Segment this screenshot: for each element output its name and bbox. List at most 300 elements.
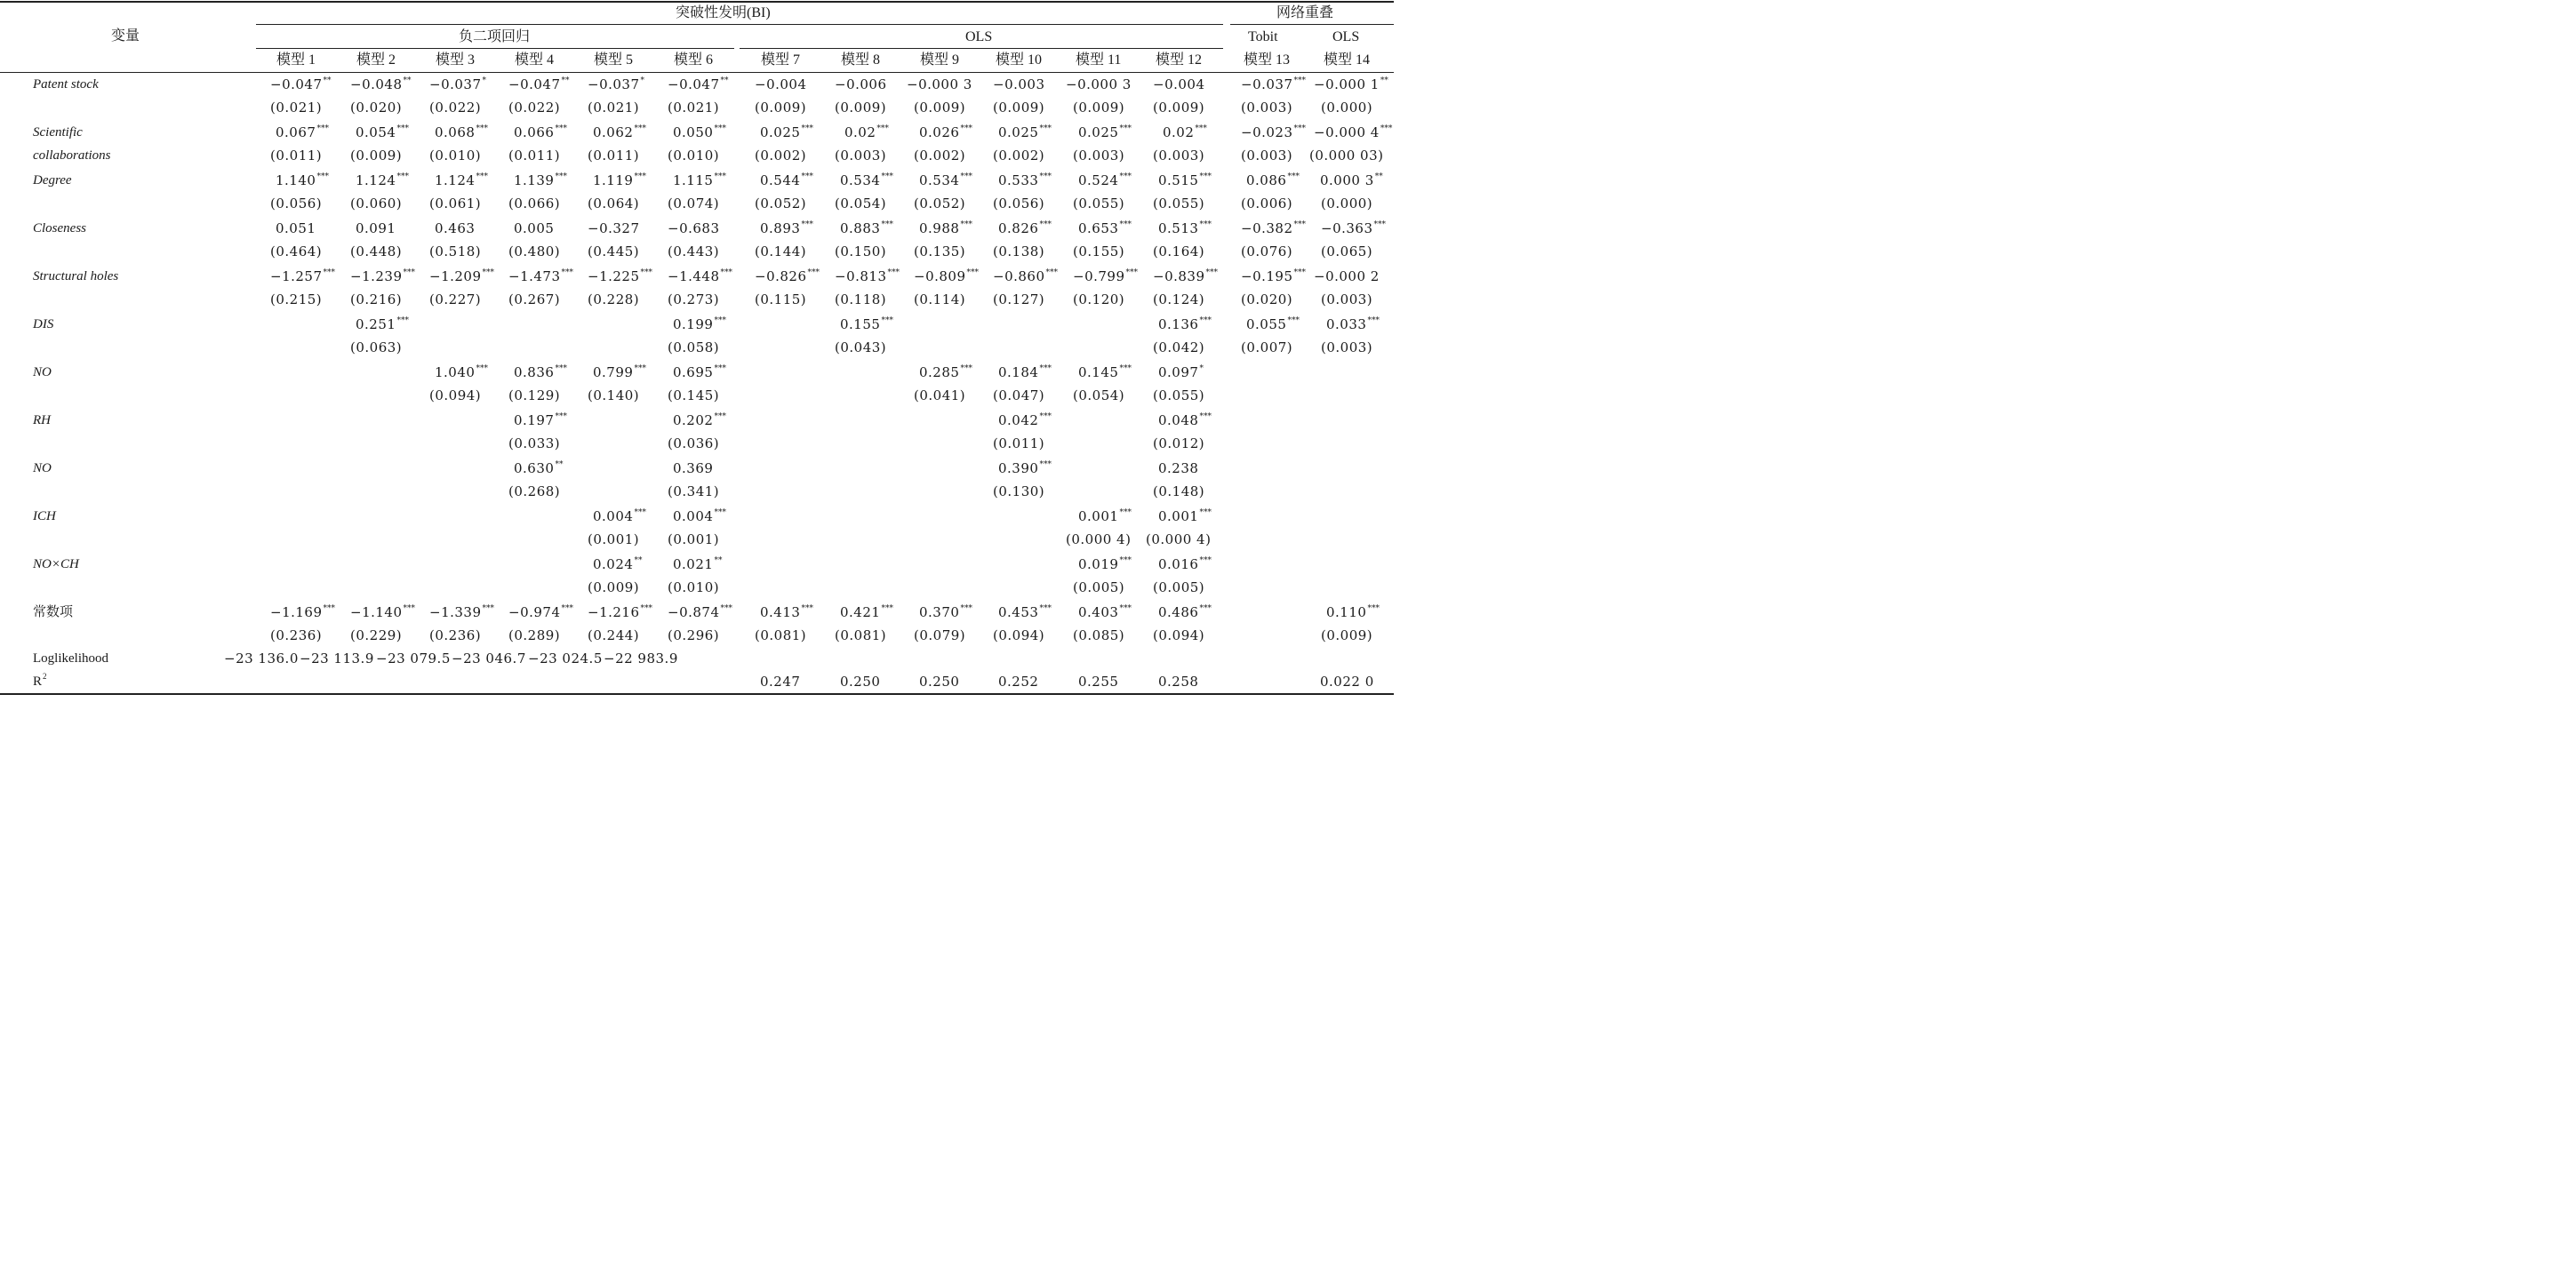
significance-stars: *** <box>714 124 726 133</box>
standard-error-cell: (0.061) <box>429 196 482 212</box>
significance-stars: *** <box>801 124 813 133</box>
standard-error-cell: (0.148) <box>1153 483 1205 499</box>
significance-stars: *** <box>555 124 567 133</box>
standard-error-cell: (0.000 4) <box>1146 531 1212 547</box>
standard-error-cell: (0.007) <box>1241 339 1293 355</box>
coefficient-cell: 0.019*** <box>1078 556 1132 572</box>
standard-error-cell: (0.022) <box>508 100 561 116</box>
coefficient-cell: −0.006 <box>835 76 887 92</box>
coefficient-cell: −0.047** <box>668 76 729 92</box>
coefficient-cell: 0.054*** <box>356 124 409 140</box>
row-label: Degree <box>33 173 72 188</box>
standard-error-cell: (0.021) <box>588 100 640 116</box>
coefficient-cell: −0.000 2 <box>1314 268 1380 284</box>
significance-stars: *** <box>881 172 893 181</box>
significance-stars: *** <box>1119 220 1132 229</box>
coefficient-cell: 1.139*** <box>514 172 567 188</box>
standard-error-cell: (0.054) <box>835 196 887 212</box>
coefficient-cell: 0.066*** <box>514 124 567 140</box>
standard-error-cell: (0.081) <box>755 627 807 643</box>
significance-stars: *** <box>561 268 574 277</box>
loglikelihood-cell: −23 024.5 <box>528 650 603 666</box>
significance-stars: *** <box>1039 220 1052 229</box>
standard-error-cell: (0.216) <box>350 291 403 307</box>
significance-stars: *** <box>1199 604 1212 613</box>
standard-error-cell: (0.236) <box>270 627 323 643</box>
coefficient-cell: 0.02*** <box>1163 124 1207 140</box>
standard-error-cell: (0.464) <box>270 243 323 259</box>
standard-error-cell: (0.011) <box>588 148 640 164</box>
coefficient-cell: 0.145*** <box>1078 364 1132 380</box>
standard-error-cell: (0.129) <box>508 387 561 403</box>
significance-stars: *** <box>1199 556 1212 565</box>
standard-error-cell: (0.145) <box>668 387 720 403</box>
standard-error-cell: (0.000 03) <box>1309 148 1384 164</box>
standard-error-cell: (0.002) <box>993 148 1045 164</box>
significance-stars: *** <box>966 268 980 277</box>
coefficient-cell: −0.037*** <box>1241 76 1307 92</box>
coefficient-cell: 0.086*** <box>1246 172 1300 188</box>
coefficient-cell: 0.025*** <box>760 124 813 140</box>
coefficient-cell: −0.000 3 <box>1066 76 1132 92</box>
significance-stars: ** <box>561 76 570 85</box>
significance-stars: *** <box>1039 124 1052 133</box>
significance-stars: *** <box>801 220 813 229</box>
significance-stars: ** <box>1374 172 1383 181</box>
row-label: Structural holes <box>33 269 119 283</box>
standard-error-cell: (0.094) <box>993 627 1045 643</box>
significance-stars: *** <box>396 316 409 325</box>
standard-error-cell: (0.000) <box>1321 100 1373 116</box>
standard-error-cell: (0.055) <box>1153 196 1205 212</box>
standard-error-cell: (0.052) <box>914 196 966 212</box>
standard-error-cell: (0.009) <box>588 579 640 595</box>
top-rule <box>0 1 1394 3</box>
standard-error-cell: (0.164) <box>1153 243 1205 259</box>
header-rule <box>0 72 1394 73</box>
coefficient-cell: −1.209*** <box>429 268 495 284</box>
standard-error-cell: (0.041) <box>914 387 966 403</box>
significance-stars: *** <box>1199 316 1212 325</box>
bottom-rule <box>0 693 1394 695</box>
coefficient-cell: 0.136*** <box>1158 316 1212 332</box>
standard-error-cell: (0.043) <box>835 339 887 355</box>
coefficient-cell: −0.004 <box>755 76 807 92</box>
standard-error-cell: (0.118) <box>835 291 887 307</box>
standard-error-cell: (0.055) <box>1073 196 1125 212</box>
significance-stars: *** <box>1119 124 1132 133</box>
coefficient-cell: 1.119*** <box>593 172 646 188</box>
standard-error-cell: (0.009) <box>993 100 1045 116</box>
standard-error-cell: (0.009) <box>1073 100 1125 116</box>
standard-error-cell: (0.003) <box>1073 148 1125 164</box>
significance-stars: *** <box>1293 76 1307 85</box>
significance-stars: ** <box>1380 76 1388 85</box>
significance-stars: *** <box>801 172 813 181</box>
model-header: 模型 10 <box>996 52 1043 68</box>
r-squared-label: $R^2$ <box>33 672 47 689</box>
significance-stars: *** <box>1119 508 1132 517</box>
standard-error-cell: (0.273) <box>668 291 720 307</box>
coefficient-cell: −0.874*** <box>668 604 733 620</box>
coefficient-cell: 0.155*** <box>840 316 893 332</box>
significance-stars: *** <box>1199 220 1212 229</box>
ols14-header: OLS <box>1332 29 1360 44</box>
model-header: 模型 3 <box>436 52 476 68</box>
coefficient-cell: 0.005 <box>514 220 555 236</box>
significance-stars: *** <box>634 508 646 517</box>
significance-stars: *** <box>1287 172 1300 181</box>
standard-error-cell: (0.009) <box>755 100 807 116</box>
standard-error-cell: (0.020) <box>350 100 403 116</box>
r-squared-cell: 0.258 <box>1158 674 1199 690</box>
coefficient-cell: 0.051 <box>276 220 316 236</box>
standard-error-cell: (0.085) <box>1073 627 1125 643</box>
significance-stars: *** <box>714 508 726 517</box>
coefficient-cell: 0.197*** <box>514 412 567 428</box>
row-label: DIS <box>33 317 54 331</box>
standard-error-cell: (0.135) <box>914 243 966 259</box>
coefficient-cell: −0.004 <box>1153 76 1205 92</box>
standard-error-cell: (0.003) <box>1321 339 1373 355</box>
significance-stars: *** <box>396 172 409 181</box>
coefficient-cell: 0.033*** <box>1326 316 1380 332</box>
coefficient-cell: 0.413*** <box>760 604 813 620</box>
significance-stars: *** <box>1293 124 1307 133</box>
standard-error-cell: (0.020) <box>1241 291 1293 307</box>
standard-error-cell: (0.076) <box>1241 243 1293 259</box>
significance-stars: *** <box>1125 268 1139 277</box>
standard-error-cell: (0.289) <box>508 627 561 643</box>
standard-error-cell: (0.036) <box>668 435 720 451</box>
significance-stars: *** <box>1199 412 1212 421</box>
significance-stars: *** <box>316 172 329 181</box>
significance-stars: *** <box>801 604 813 613</box>
coefficient-cell: −0.363*** <box>1321 220 1387 236</box>
significance-stars: *** <box>720 604 733 613</box>
coefficient-cell: −0.023*** <box>1241 124 1307 140</box>
significance-stars: *** <box>714 172 726 181</box>
standard-error-cell: (0.003) <box>1241 100 1293 116</box>
coefficient-cell: 0.630** <box>514 460 564 476</box>
significance-stars: *** <box>714 364 726 373</box>
coefficient-cell: 0.050*** <box>673 124 726 140</box>
significance-stars: ** <box>720 76 729 85</box>
significance-stars: ** <box>403 76 412 85</box>
r-squared-cell: 0.250 <box>919 674 960 690</box>
coefficient-cell: 0.653*** <box>1078 220 1132 236</box>
significance-stars: *** <box>561 604 574 613</box>
model-header: 模型 14 <box>1324 52 1371 68</box>
coefficient-cell: 0.893*** <box>760 220 813 236</box>
r-squared-cell: 0.252 <box>998 674 1039 690</box>
significance-stars: *** <box>1380 124 1393 133</box>
significance-stars: ** <box>714 556 723 565</box>
ols-group-header: OLS <box>965 29 993 44</box>
r-squared-cell: 0.247 <box>760 674 801 690</box>
coefficient-cell: 0.370*** <box>919 604 972 620</box>
significance-stars: *** <box>876 124 889 133</box>
coefficient-cell: 0.062*** <box>593 124 646 140</box>
significance-stars: *** <box>1373 220 1387 229</box>
row-label: ICH <box>33 509 56 523</box>
standard-error-cell: (0.005) <box>1153 579 1205 595</box>
standard-error-cell: (0.094) <box>429 387 482 403</box>
coefficient-cell: −0.826*** <box>755 268 820 284</box>
coefficient-cell: 0.421*** <box>840 604 893 620</box>
coefficient-cell: −0.000 4*** <box>1314 124 1393 140</box>
significance-stars: *** <box>1293 220 1307 229</box>
standard-error-cell: (0.480) <box>508 243 561 259</box>
coefficient-cell: 1.140*** <box>276 172 329 188</box>
significance-stars: *** <box>634 124 646 133</box>
ols-group-rule <box>740 48 1223 49</box>
significance-stars: *** <box>482 604 495 613</box>
significance-stars: *** <box>640 604 653 613</box>
coefficient-cell: 0.004*** <box>593 508 646 524</box>
standard-error-cell: (0.009) <box>914 100 966 116</box>
model-header: 模型 7 <box>761 52 801 68</box>
coefficient-cell: −0.000 3 <box>907 76 972 92</box>
standard-error-cell: (0.000) <box>1321 196 1373 212</box>
significance-stars: *** <box>316 124 329 133</box>
coefficient-cell: −0.047** <box>270 76 332 92</box>
standard-error-cell: (0.341) <box>668 483 720 499</box>
coefficient-cell: 1.115*** <box>673 172 726 188</box>
coefficient-cell: 0.544*** <box>760 172 813 188</box>
coefficient-cell: −0.813*** <box>835 268 900 284</box>
model-header: 模型 13 <box>1244 52 1291 68</box>
significance-stars: *** <box>403 268 416 277</box>
significance-stars: *** <box>881 220 893 229</box>
significance-stars: ** <box>323 76 332 85</box>
standard-error-cell: (0.120) <box>1073 291 1125 307</box>
standard-error-cell: (0.267) <box>508 291 561 307</box>
coefficient-cell: 0.068*** <box>435 124 488 140</box>
coefficient-cell: −1.339*** <box>429 604 495 620</box>
significance-stars: *** <box>634 172 646 181</box>
standard-error-cell: (0.056) <box>270 196 323 212</box>
coefficient-cell: −1.216*** <box>588 604 653 620</box>
coefficient-cell: 0.000 3** <box>1320 172 1383 188</box>
standard-error-cell: (0.001) <box>588 531 640 547</box>
model-header: 模型 9 <box>920 52 960 68</box>
standard-error-cell: (0.012) <box>1153 435 1205 451</box>
standard-error-cell: (0.003) <box>835 148 887 164</box>
significance-stars: *** <box>714 316 726 325</box>
model-header: 模型 8 <box>841 52 881 68</box>
coefficient-cell: 0.390*** <box>998 460 1052 476</box>
standard-error-cell: (0.155) <box>1073 243 1125 259</box>
standard-error-cell: (0.010) <box>668 579 720 595</box>
coefficient-cell: 0.067*** <box>276 124 329 140</box>
coefficient-cell: 0.016*** <box>1158 556 1212 572</box>
significance-stars: *** <box>960 220 972 229</box>
significance-stars: *** <box>1039 364 1052 373</box>
coefficient-cell: 0.021** <box>673 556 723 572</box>
significance-stars: *** <box>1119 556 1132 565</box>
significance-stars: *** <box>960 604 972 613</box>
coefficient-cell: 0.534*** <box>919 172 972 188</box>
significance-stars: *** <box>1039 412 1052 421</box>
coefficient-cell: −0.974*** <box>508 604 574 620</box>
significance-stars: *** <box>555 412 567 421</box>
coefficient-cell: 0.515*** <box>1158 172 1212 188</box>
coefficient-cell: 0.026*** <box>919 124 972 140</box>
coefficient-cell: 0.199*** <box>673 316 726 332</box>
negbin-group-rule <box>256 48 734 49</box>
coefficient-cell: 0.369 <box>673 460 714 476</box>
standard-error-cell: (0.010) <box>668 148 720 164</box>
coefficient-cell: 0.048*** <box>1158 412 1212 428</box>
significance-stars: *** <box>476 172 488 181</box>
standard-error-cell: (0.006) <box>1241 196 1293 212</box>
coefficient-cell: −0.195*** <box>1241 268 1307 284</box>
standard-error-cell: (0.009) <box>1321 627 1373 643</box>
row-label: NO×CH <box>33 557 79 571</box>
standard-error-cell: (0.052) <box>755 196 807 212</box>
significance-stars: *** <box>1287 316 1300 325</box>
coefficient-cell: 0.463 <box>435 220 476 236</box>
coefficient-cell: −1.448*** <box>668 268 733 284</box>
coefficient-cell: −0.037* <box>429 76 487 92</box>
coefficient-cell: −0.003 <box>993 76 1045 92</box>
row-label: Patent stock <box>33 77 99 92</box>
coefficient-cell: 1.124*** <box>435 172 488 188</box>
coefficient-cell: 0.001*** <box>1158 508 1212 524</box>
model-header: 模型 4 <box>515 52 555 68</box>
coefficient-cell: −0.683 <box>668 220 720 236</box>
standard-error-cell: (0.005) <box>1073 579 1125 595</box>
coefficient-cell: 0.251*** <box>356 316 409 332</box>
significance-stars: *** <box>403 604 416 613</box>
coefficient-cell: −0.000 1** <box>1314 76 1388 92</box>
significance-stars: ** <box>634 556 643 565</box>
significance-stars: *** <box>1199 172 1212 181</box>
model-header: 模型 6 <box>674 52 714 68</box>
significance-stars: *** <box>640 268 653 277</box>
standard-error-cell: (0.047) <box>993 387 1045 403</box>
coefficient-cell: 0.091 <box>356 220 396 236</box>
coefficient-cell: −0.809*** <box>914 268 980 284</box>
significance-stars: *** <box>960 172 972 181</box>
overlap-group-header: 网络重叠 <box>1276 5 1334 20</box>
standard-error-cell: (0.000 4) <box>1066 531 1132 547</box>
standard-error-cell: (0.011) <box>993 435 1045 451</box>
standard-error-cell: (0.042) <box>1153 339 1205 355</box>
standard-error-cell: (0.060) <box>350 196 403 212</box>
significance-stars: *** <box>714 412 726 421</box>
coefficient-cell: 0.486*** <box>1158 604 1212 620</box>
standard-error-cell: (0.001) <box>668 531 720 547</box>
standard-error-cell: (0.021) <box>668 100 720 116</box>
coefficient-cell: 0.826*** <box>998 220 1052 236</box>
standard-error-cell: (0.229) <box>350 627 403 643</box>
standard-error-cell: (0.114) <box>914 291 966 307</box>
regression-table <box>0 0 1394 695</box>
r-squared-cell: 0.255 <box>1078 674 1119 690</box>
loglikelihood-label: Loglikelihood <box>33 651 108 666</box>
significance-stars: *** <box>1195 124 1207 133</box>
standard-error-cell: (0.065) <box>1321 243 1373 259</box>
variable-header: 变量 <box>111 28 140 44</box>
coefficient-cell: 0.453*** <box>998 604 1052 620</box>
r-squared-cell: 0.250 <box>840 674 881 690</box>
model-header: 模型 1 <box>276 52 316 68</box>
significance-stars: *** <box>1045 268 1059 277</box>
standard-error-cell: (0.115) <box>755 291 807 307</box>
loglikelihood-cell: −22 983.9 <box>604 650 678 666</box>
significance-stars: *** <box>482 268 495 277</box>
significance-stars: *** <box>1367 316 1380 325</box>
standard-error-cell: (0.138) <box>993 243 1045 259</box>
standard-error-cell: (0.022) <box>429 100 482 116</box>
coefficient-cell: 0.524*** <box>1078 172 1132 188</box>
significance-stars: *** <box>720 268 733 277</box>
loglikelihood-cell: −23 136.0 <box>224 650 299 666</box>
standard-error-cell: (0.268) <box>508 483 561 499</box>
loglikelihood-cell: −23 079.5 <box>376 650 451 666</box>
standard-error-cell: (0.033) <box>508 435 561 451</box>
coefficient-cell: 1.040*** <box>435 364 488 380</box>
coefficient-cell: 0.534*** <box>840 172 893 188</box>
standard-error-cell: (0.124) <box>1153 291 1205 307</box>
coefficient-cell: 0.001*** <box>1078 508 1132 524</box>
standard-error-cell: (0.079) <box>914 627 966 643</box>
significance-stars: *** <box>555 172 567 181</box>
standard-error-cell: (0.058) <box>668 339 720 355</box>
standard-error-cell: (0.011) <box>508 148 561 164</box>
significance-stars: *** <box>960 124 972 133</box>
standard-error-cell: (0.002) <box>755 148 807 164</box>
significance-stars: *** <box>1367 604 1380 613</box>
significance-stars: *** <box>881 604 893 613</box>
coefficient-cell: −1.473*** <box>508 268 574 284</box>
coefficient-cell: −1.169*** <box>270 604 336 620</box>
loglikelihood-cell: −23 046.7 <box>452 650 526 666</box>
row-label: NO <box>33 461 52 475</box>
significance-stars: *** <box>634 364 646 373</box>
significance-stars: * <box>1199 364 1204 373</box>
coefficient-cell: −0.048** <box>350 76 412 92</box>
coefficient-cell: −0.799*** <box>1073 268 1139 284</box>
standard-error-cell: (0.227) <box>429 291 482 307</box>
significance-stars: * <box>640 76 645 85</box>
standard-error-cell: (0.066) <box>508 196 561 212</box>
standard-error-cell: (0.228) <box>588 291 640 307</box>
significance-stars: *** <box>881 316 893 325</box>
coefficient-cell: 0.202*** <box>673 412 726 428</box>
standard-error-cell: (0.009) <box>1153 100 1205 116</box>
standard-error-cell: (0.445) <box>588 243 640 259</box>
coefficient-cell: −1.140*** <box>350 604 416 620</box>
standard-error-cell: (0.244) <box>588 627 640 643</box>
coefficient-cell: 0.403*** <box>1078 604 1132 620</box>
coefficient-cell: 0.110*** <box>1326 604 1380 620</box>
significance-stars: *** <box>1119 604 1132 613</box>
coefficient-cell: 0.042*** <box>998 412 1052 428</box>
standard-error-cell: (0.021) <box>270 100 323 116</box>
standard-error-cell: (0.056) <box>993 196 1045 212</box>
coefficient-cell: 0.025*** <box>998 124 1052 140</box>
coefficient-cell: 0.285*** <box>919 364 972 380</box>
row-label: Closeness <box>33 221 86 235</box>
standard-error-cell: (0.215) <box>270 291 323 307</box>
standard-error-cell: (0.003) <box>1153 148 1205 164</box>
standard-error-cell: (0.127) <box>993 291 1045 307</box>
standard-error-cell: (0.140) <box>588 387 640 403</box>
loglikelihood-cell: −23 113.9 <box>300 650 374 666</box>
